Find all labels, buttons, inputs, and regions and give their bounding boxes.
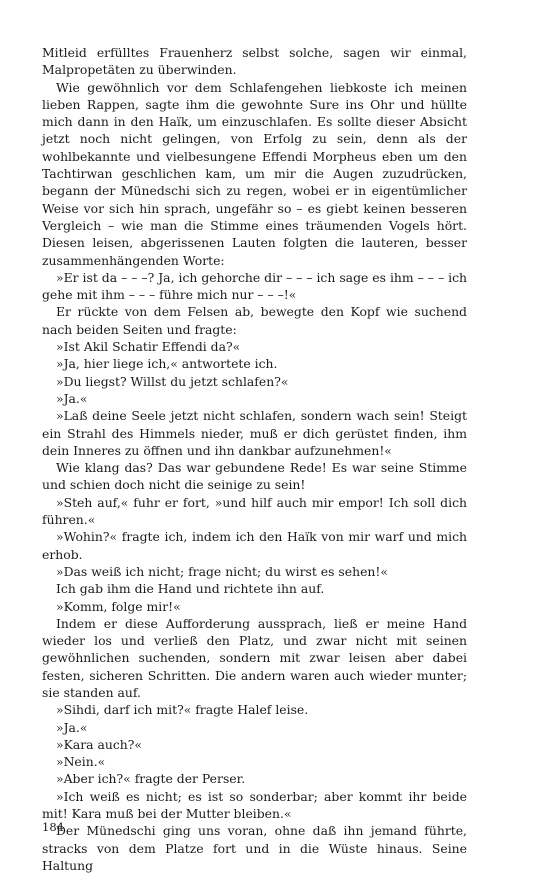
paragraph: »Wohin?« fragte ich, indem ich den Haïk von mir warf und mich erhob.	[42, 529, 467, 562]
paragraph: »Komm, folge mir!«	[56, 598, 181, 614]
paragraph: »Ist Akil Schatir Effendi da?«	[56, 339, 241, 355]
paragraph: Ich gab ihm die Hand und richtete ihn auf.	[56, 581, 325, 597]
paragraph: »Ich weiß es nicht; es ist so sonderbar; aber kommt ihr beide mit! Kara muß bei der Mutter bleiben.«	[42, 788, 467, 822]
paragraph: »Sihdi, darf ich mit?« fragte Halef leise.	[56, 702, 309, 718]
paragraph: Er rückte von dem Felsen ab, bewegte den Kopf wie suchend nach beiden Seiten und fragte:	[42, 304, 467, 337]
paragraph: Der Münedschi ging uns voran, ohne daß ihn jemand führte, stracks von dem Platze fort und in die Wüste hinaus. Seine Haltung	[42, 823, 467, 873]
paragraph: »Steh auf,« fuhr er fort, »und hilf auch mir empor! Ich soll dich führen.«	[42, 494, 467, 528]
paragraph: Wie klang das? Das war gebundene Rede! Es war seine Stimme und schien doch nicht die seinige zu sein!	[42, 460, 467, 493]
paragraph: »Das weiß ich nicht; frage nicht; du wirst es sehen!«	[56, 563, 388, 579]
paragraph: »Ja.«	[56, 719, 88, 735]
paragraph: »Aber ich?« fragte der Perser.	[56, 771, 246, 787]
paragraph: »Ja, hier liege ich,« antwortete ich.	[56, 356, 278, 372]
paragraph: »Er ist da – – –? Ja, ich gehorche dir – – – ich sage es ihm – – – ich gehe mit ihm – – – führe mich nur – – –!«	[42, 269, 467, 303]
paragraph: »Du liegst? Willst du jetzt schlafen?«	[56, 373, 289, 389]
paragraph: »Laß deine Seele jetzt nicht schlafen, sondern wach sein! Steigt ein Strahl des Himmels nieder, muß er dich gerüstet finden, ihm dein Inneres zu öffnen und ihn dankbar aufzunehmen!«	[42, 408, 467, 458]
page-body	[42, 44, 467, 874]
paragraph: »Kara auch?«	[56, 736, 142, 752]
page-number: 184	[42, 820, 64, 834]
paragraph: »Ja.«	[56, 390, 88, 406]
paragraph: Wie gewöhnlich vor dem Schlafengehen liebkoste ich meinen lieben Rappen, sagte ihm die gewohnte Sure ins Ohr und hüllte mich dann in den Haïk, um einzuschlafen. Es sollte dieser Absicht jetzt noch nicht gelingen, von Erfolg zu sein, denn als der wohlbekannte und vielbesungene Effendi Morpheus eben um den Tachtirwan geschlichen kam, um mir die Augen zuzudrücken, begann der Münedschi sich zu regen, wobei er in eigentümlicher Weise vor sich hin sprach, ungefähr so – es giebt keinen besseren Vergleich – wie man die Stimme eines träumenden Vogels hört. Diesen leisen, abgerissenen Lauten folgten die lauteren, besser zusammenhängenden Worte:	[42, 79, 467, 268]
paragraph: Indem er diese Aufforderung aussprach, ließ er meine Hand wieder los und verließ den Platz, und zwar nicht mit seinen gewöhnlichen suchenden, sondern mit zwar leisen aber dabei festen, sicheren Schritten. Die andern waren auch wieder munter; sie standen auf.	[42, 615, 467, 700]
paragraph: Mitleid erfülltes Frauenherz selbst solche, sagen wir einmal, Malpropetäten zu überwinden.	[42, 45, 467, 78]
paragraph: »Nein.«	[56, 754, 106, 770]
